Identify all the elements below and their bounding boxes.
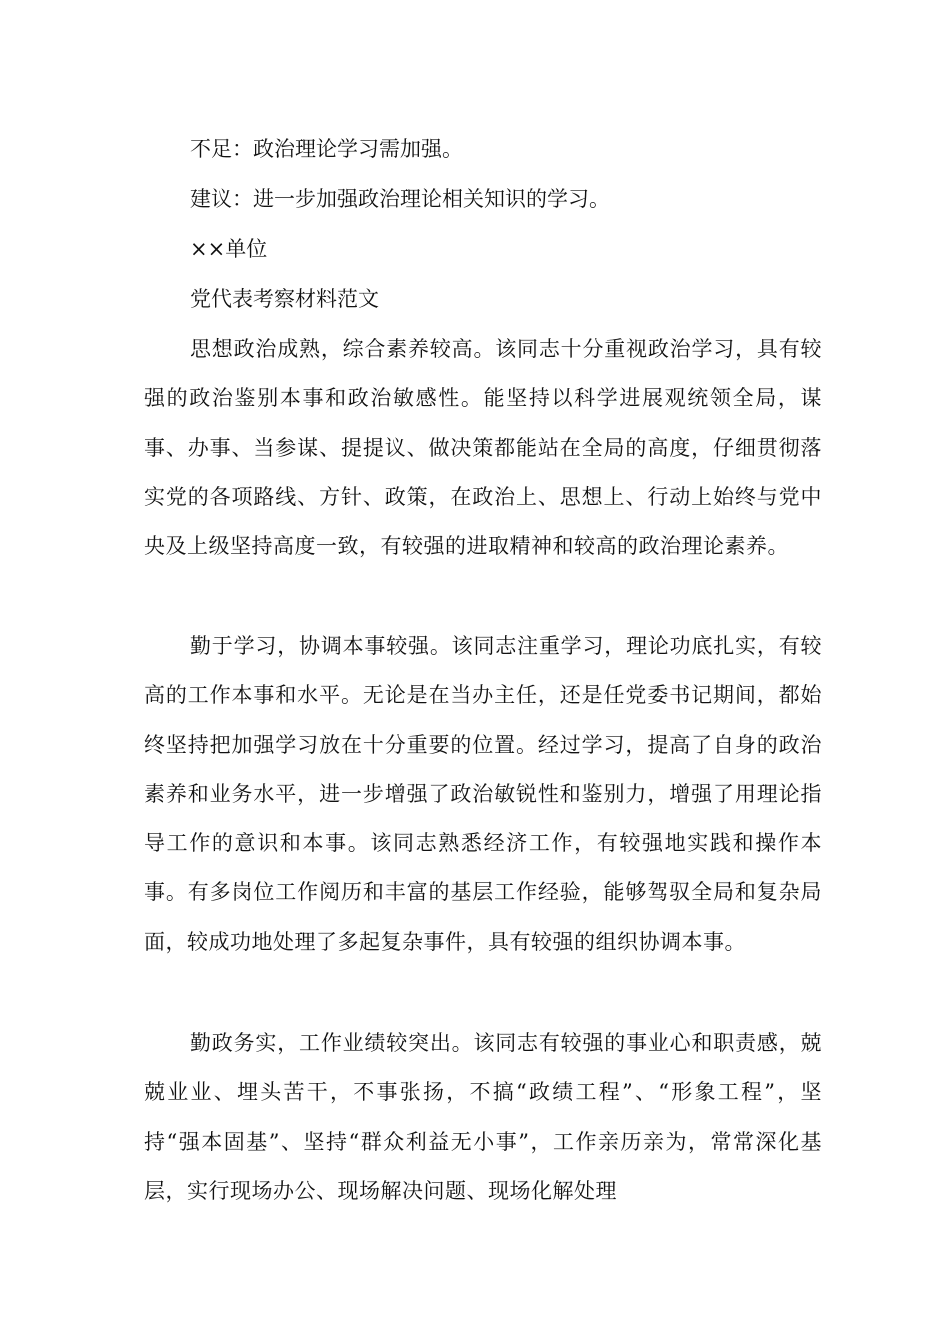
paragraph-political: 思想政治成熟，综合素养较高。该同志十分重视政治学习，具有较强的政治鉴别本事和政治敏感性。能坚持以科学进展观统领全局，谋事、办事、当参谋、提提议、做决策都能站在全局的高度，仔细贯彻落实党的各项路线、方针、政策，在政治上、思想上、行动上始终与党中央及上级坚持高度一致，有较强的进取精神和较高的政治理论素养。 (144, 337, 822, 559)
unit-line: ××单位 (190, 237, 268, 261)
shortcoming-line: 不足：政治理论学习需加强。 (190, 137, 463, 161)
suggestion-line: 建议：进一步加强政治理论相关知识的学习。 (190, 187, 610, 211)
paragraph-learning: 勤于学习，协调本事较强。该同志注重学习，理论功底扎实，有较高的工作本事和水平。无论是在当办主任，还是任党委书记期间，都始终坚持把加强学习放在十分重要的位置。经过学习，提高了自身的政治素养和业务水平，进一步增强了政治敏锐性和鉴别力，增强了用理论指导工作的意识和本事。该同志熟悉经济工作，有较强地实践和操作本事。有多岗位工作阅历和丰富的基层工作经验，能够驾驭全局和复杂局面，较成功地处理了多起复杂事件，具有较强的组织协调本事。 (144, 634, 822, 954)
paragraph-work: 勤政务实，工作业绩较突出。该同志有较强的事业心和职责感，兢兢业业、埋头苦干，不事张扬，不搞“政绩工程”、“形象工程”，坚持“强本固基”、坚持“群众利益无小事”，工作亲历亲为，常常深化基层，实行现场办公、现场解决问题、现场化解处理 (144, 1031, 822, 1203)
document-heading: 党代表考察材料范文 (190, 287, 379, 311)
